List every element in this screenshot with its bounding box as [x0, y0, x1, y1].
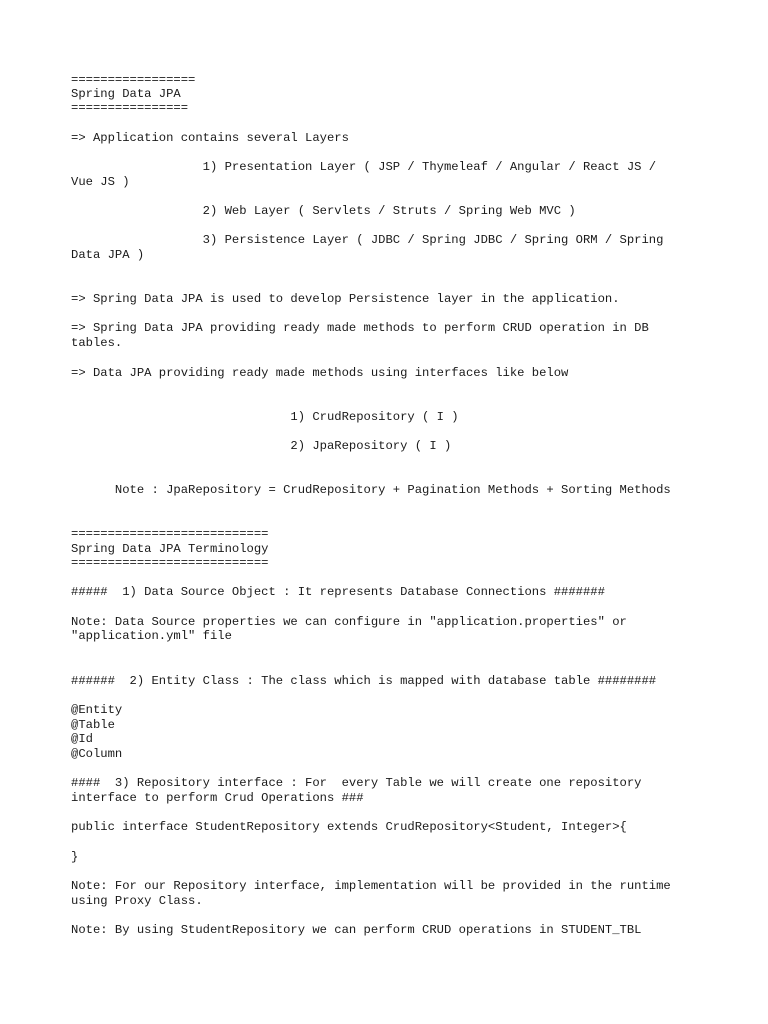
list-item-crud-repository: 1) CrudRepository ( I ) [71, 410, 459, 424]
text-line-web-layer: 2) Web Layer ( Servlets / Struts / Spring Web MVC ) [71, 204, 576, 218]
section-title-terminology: Spring Data JPA Terminology [71, 542, 269, 556]
title-rule-bottom: ================ [71, 101, 189, 115]
heading-entity-class: ###### 2) Entity Class : The class which is mapped with database table ######## [71, 674, 657, 688]
annotation-entity: @Entity [71, 703, 123, 717]
text-line-presentation-layer: 1) Presentation Layer ( JSP / Thymeleaf / Angular / React JS / [71, 160, 657, 174]
heading-data-source: ##### 1) Data Source Object : It represents Database Connections ####### [71, 585, 605, 599]
list-item-jpa-repository: 2) JpaRepository ( I ) [71, 439, 452, 453]
heading-repository-interface: #### 3) Repository interface : For every Table we will create one repository [71, 776, 642, 790]
code-line-interface-declaration: public interface StudentRepository extends CrudRepository<Student, Integer>{ [71, 820, 627, 834]
annotation-id: @Id [71, 732, 93, 746]
note-proxy-class-cont: using Proxy Class. [71, 894, 203, 908]
text-line-layers-intro: => Application contains several Layers [71, 131, 349, 145]
text-line-presentation-layer-cont: Vue JS ) [71, 175, 130, 189]
title-rule-top: ================= [71, 73, 196, 87]
annotation-table: @Table [71, 718, 115, 732]
note-proxy-class: Note: For our Repository interface, implementation will be provided in the runtime [71, 879, 671, 893]
text-line-jpa-interfaces: => Data JPA providing ready made methods using interfaces like below [71, 366, 569, 380]
note-jpa-repository: Note : JpaRepository = CrudRepository + Pagination Methods + Sorting Methods [71, 483, 671, 497]
text-line-jpa-crud: => Spring Data JPA providing ready made methods to perform CRUD operation in DB [71, 321, 649, 335]
section-title-spring-data-jpa: Spring Data JPA [71, 87, 181, 101]
text-line-jpa-purpose: => Spring Data JPA is used to develop Persistence layer in the application. [71, 292, 620, 306]
text-line-jpa-crud-cont: tables. [71, 336, 123, 350]
note-student-repository: Note: By using StudentRepository we can perform CRUD operations in STUDENT_TBL [71, 923, 642, 937]
terminology-rule-top: =========================== [71, 527, 269, 541]
note-data-source: Note: Data Source properties we can configure in "application.properties" or [71, 615, 627, 629]
annotation-column: @Column [71, 747, 123, 761]
heading-repository-interface-cont: interface to perform Crud Operations ### [71, 791, 364, 805]
text-line-persistence-layer: 3) Persistence Layer ( JDBC / Spring JDBC / Spring ORM / Spring [71, 233, 664, 247]
code-line-closing-brace: } [71, 850, 79, 864]
text-line-persistence-layer-cont: Data JPA ) [71, 248, 145, 262]
note-data-source-cont: "application.yml" file [71, 629, 232, 643]
terminology-rule-bottom: =========================== [71, 556, 269, 570]
